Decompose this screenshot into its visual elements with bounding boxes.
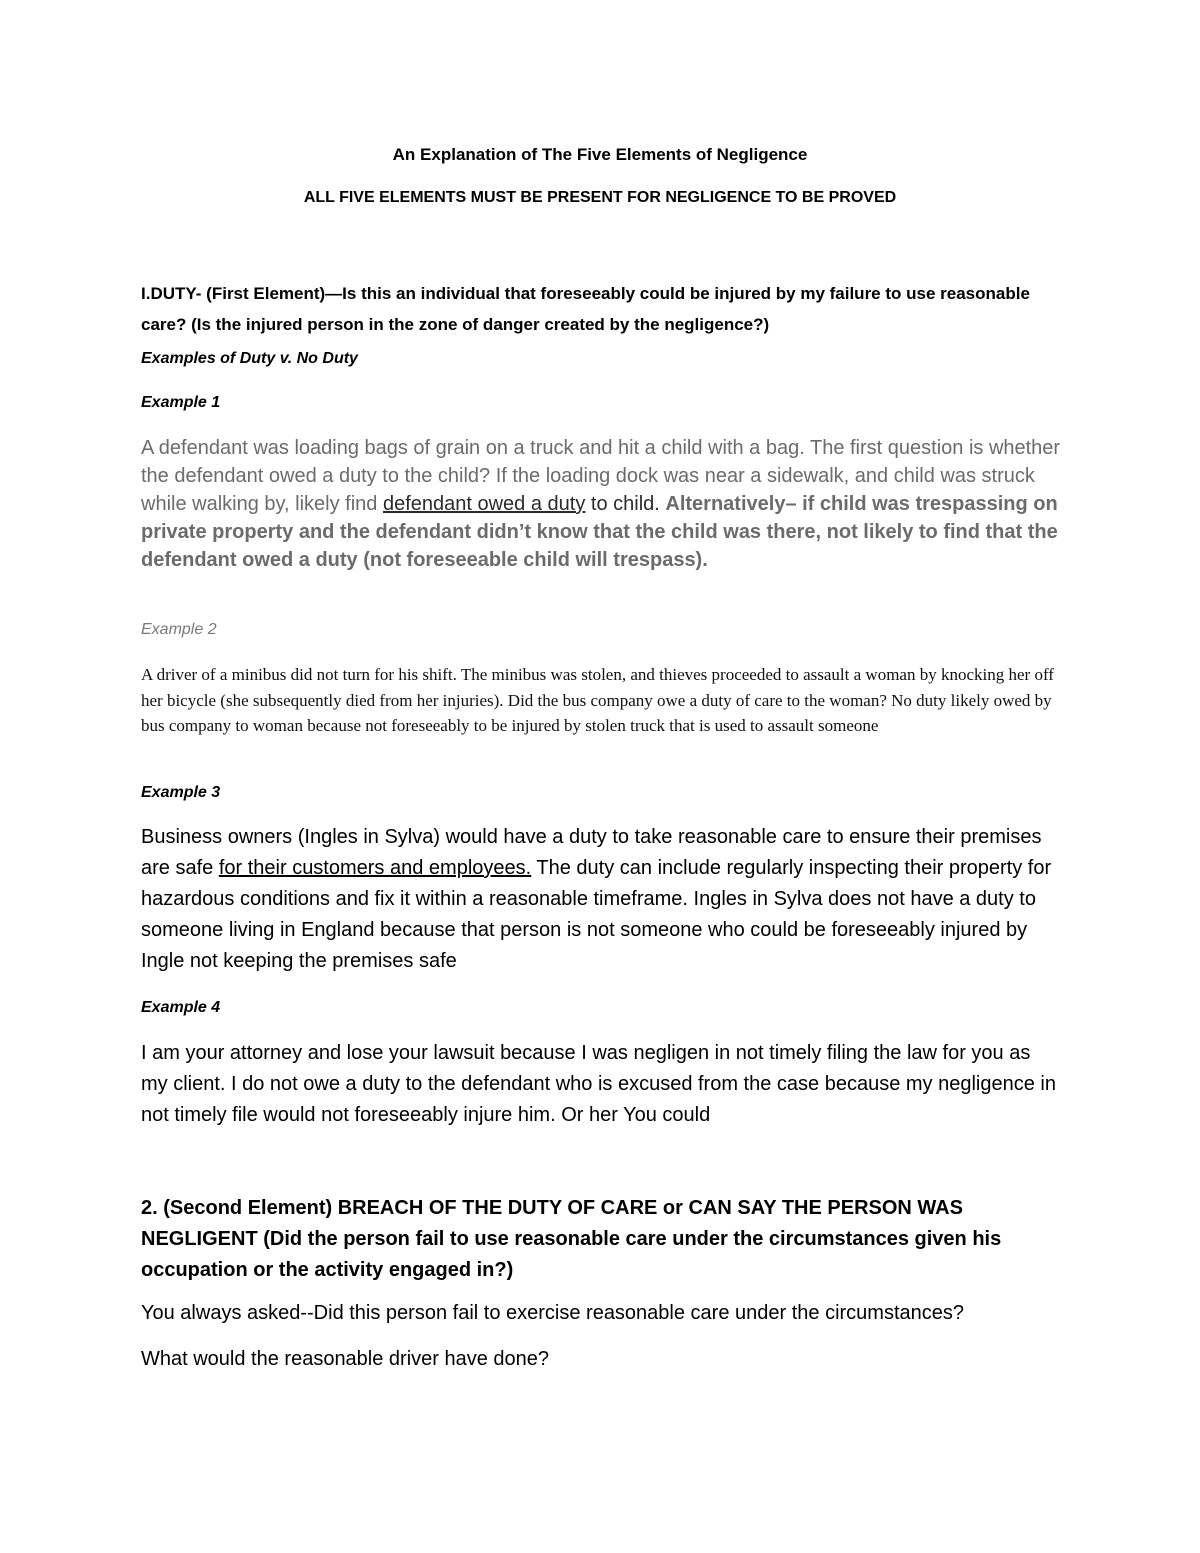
example4-label: Example 4 <box>141 999 221 1016</box>
example3-text-a: Business owners (Ingles in Sylva) would have a duty to take reasonable care to ensure their premises are safe <box>141 826 1042 879</box>
examples-heading: Examples of Duty v. No Duty <box>141 350 358 367</box>
example1-paragraph <box>141 434 1061 574</box>
example1-text-b: to child. <box>585 493 666 515</box>
example2-label: Example 2 <box>141 621 217 638</box>
section2-question2: What would the reasonable driver have done? <box>141 1348 550 1370</box>
example3-underlined: for their customers and employees. <box>218 857 532 879</box>
example2-paragraph: A driver of a minibus did not turn for his shift. The minibus was stolen, and thieves proceeded to assault a woman by knocking her off her bicycle (she subsequently died from her injuries). Did the bus company owe a duty of care to the woman? No duty likely owed by bus company to woman because not foreseeably to be injured by stolen truck that is used to assault someone <box>141 665 1054 735</box>
section1-heading: I.DUTY- (First Element)—Is this an individual that foreseeably could be injured by my failure to use reasonable care? (Is the injured person in the zone of danger created by the negligence?) <box>141 284 1030 334</box>
document-title: An Explanation of The Five Elements of Negligence <box>392 145 808 164</box>
example1-underlined: defendant owed a duty <box>382 493 586 515</box>
example1-label: Example 1 <box>141 394 221 411</box>
example1-bold: Alternatively– if child was trespassing on private property and the defendant didn’t know that the child was there, not likely to find that the defendant owed a duty (not foreseeable child will trespass). <box>141 493 1058 571</box>
section2-question1: You always asked--Did this person fail to exercise reasonable care under the circumstances? <box>141 1302 965 1324</box>
document-subtitle: ALL FIVE ELEMENTS MUST BE PRESENT FOR NEGLIGENCE TO BE PROVED <box>303 189 897 206</box>
section2-heading: 2. (Second Element) BREACH OF THE DUTY OF CARE or CAN SAY THE PERSON WAS NEGLIGENT (Did the person fail to use reasonable care under the circumstances given his occupation or the activity engaged in?) <box>141 1197 1002 1281</box>
example1-text-a: A defendant was loading bags of grain on a truck and hit a child with a bag. The first question is whether the defendant owed a duty to the child? If the loading dock was near a sidewalk, and child was struck while walking by, likely find <box>141 437 1061 515</box>
example3-text-b: The duty can include regularly inspecting their property for hazardous conditions and fix it within a reasonable timeframe. Ingles in Sylva does not have a duty to someone living in England because that person is not someone who could be foreseeably injured by Ingle not keeping the premises safe <box>141 857 1052 972</box>
example3-label: Example 3 <box>141 784 221 801</box>
example4-paragraph: I am your attorney and lose your lawsuit because I was negligen in not timely filing the law for you as my client. I do not owe a duty to the defendant who is excused from the case because my negligence in not timely file would not foreseeably injure him. Or her You could <box>141 1042 1056 1126</box>
example3-paragraph <box>141 822 1061 977</box>
